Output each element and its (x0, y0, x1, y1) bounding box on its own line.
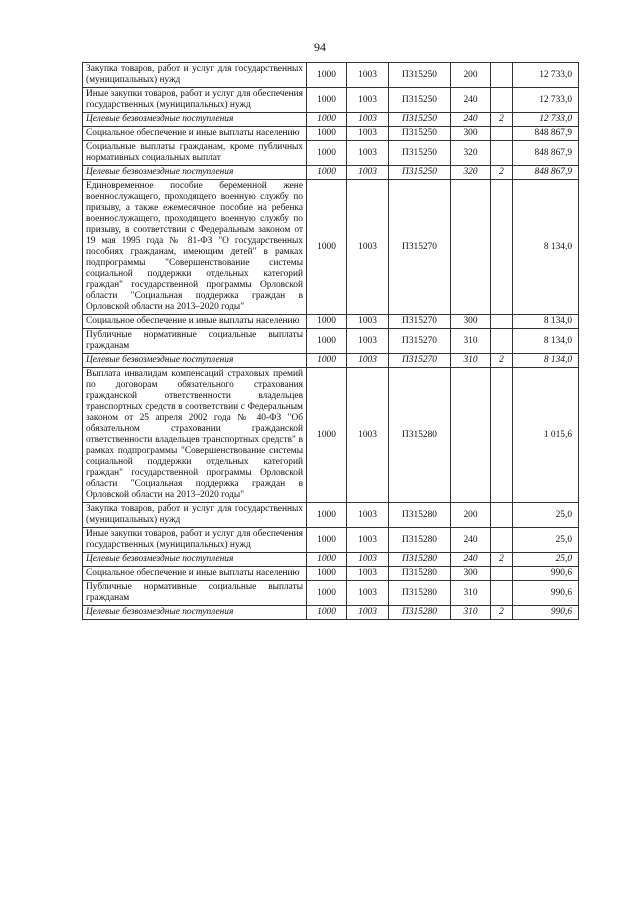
source-code-cell (491, 63, 513, 88)
vr-cell: 240 (451, 88, 491, 113)
pr-cell: 1003 (347, 606, 389, 620)
source-code-cell (491, 581, 513, 606)
rz-cell: 1000 (307, 113, 347, 127)
pr-cell: 1003 (347, 553, 389, 567)
csr-cell: П315280 (389, 528, 451, 553)
table-row (83, 329, 579, 354)
csr-cell: П315280 (389, 503, 451, 528)
pr-cell: 1003 (347, 567, 389, 581)
vr-cell: 310 (451, 354, 491, 368)
row-name-cell: Закупка товаров, работ и услуг для государственных (муниципальных) нужд (83, 503, 307, 528)
pr-cell: 1003 (347, 528, 389, 553)
source-code-cell (491, 368, 513, 503)
pr-cell: 1003 (347, 127, 389, 141)
source-code-cell (491, 127, 513, 141)
sum-cell: 848 867,9 (513, 141, 579, 166)
row-name-cell: Целевые безвозмездные поступления (83, 553, 307, 567)
row-name-cell: Иные закупки товаров, работ и услуг для обеспечения государственных (муниципальных) нужд (83, 528, 307, 553)
rz-cell: 1000 (307, 528, 347, 553)
source-code-cell (491, 88, 513, 113)
vr-cell: 200 (451, 63, 491, 88)
rz-cell: 1000 (307, 63, 347, 88)
row-name-cell: Закупка товаров, работ и услуг для государственных (муниципальных) нужд (83, 63, 307, 88)
rz-cell: 1000 (307, 553, 347, 567)
pr-cell: 1003 (347, 368, 389, 503)
table-row (83, 141, 579, 166)
vr-cell (451, 368, 491, 503)
sum-cell: 848 867,9 (513, 166, 579, 180)
sum-cell: 848 867,9 (513, 127, 579, 141)
sum-cell: 12 733,0 (513, 113, 579, 127)
row-name-cell: Публичные нормативные социальные выплаты гражданам (83, 581, 307, 606)
rz-cell: 1000 (307, 581, 347, 606)
source-code-cell: 2 (491, 113, 513, 127)
rz-cell: 1000 (307, 368, 347, 503)
table-row (83, 88, 579, 113)
sum-cell: 8 134,0 (513, 315, 579, 329)
csr-cell: П315270 (389, 180, 451, 315)
table-row (83, 528, 579, 553)
vr-cell: 300 (451, 127, 491, 141)
csr-cell: П315250 (389, 141, 451, 166)
vr-cell: 240 (451, 528, 491, 553)
table-row (83, 567, 579, 581)
source-code-cell (491, 567, 513, 581)
pr-cell: 1003 (347, 329, 389, 354)
pr-cell: 1003 (347, 166, 389, 180)
pr-cell: 1003 (347, 581, 389, 606)
rz-cell: 1000 (307, 354, 347, 368)
sum-cell: 8 134,0 (513, 354, 579, 368)
csr-cell: П315250 (389, 127, 451, 141)
table-row (83, 503, 579, 528)
source-code-cell (491, 503, 513, 528)
table-row (83, 63, 579, 88)
row-name-cell: Целевые безвозмездные поступления (83, 166, 307, 180)
vr-cell: 320 (451, 166, 491, 180)
rz-cell: 1000 (307, 503, 347, 528)
row-name-cell: Социальные выплаты гражданам, кроме публичных нормативных социальных выплат (83, 141, 307, 166)
vr-cell: 300 (451, 567, 491, 581)
sum-cell: 1 015,6 (513, 368, 579, 503)
csr-cell: П315250 (389, 166, 451, 180)
table-row (83, 166, 579, 180)
table-row (83, 581, 579, 606)
row-name-cell: Выплата инвалидам компенсаций страховых премий по договорам обязательного страхования гражданской ответственности владельцев транспортных средств в соответствии с Федеральным законом от 25 апреля 2002 года № 40-ФЗ "Об обязательном страховании гражданской ответственности владельцев транспортных средств" в рамках подпрограммы "Совершенствование системы социальной поддержки отдельных категорий граждан" государственной программы Орловской области "Социальная поддержка граждан в Орловской области на 2013–2020 годы" (83, 368, 307, 503)
table-row (83, 127, 579, 141)
table-row (83, 368, 579, 503)
source-code-cell: 2 (491, 354, 513, 368)
rz-cell: 1000 (307, 141, 347, 166)
source-code-cell: 2 (491, 606, 513, 620)
vr-cell: 240 (451, 553, 491, 567)
csr-cell: П315280 (389, 567, 451, 581)
source-code-cell (491, 315, 513, 329)
pr-cell: 1003 (347, 354, 389, 368)
csr-cell: П315280 (389, 606, 451, 620)
source-code-cell: 2 (491, 166, 513, 180)
row-name-cell: Социальное обеспечение и иные выплаты населению (83, 567, 307, 581)
pr-cell: 1003 (347, 315, 389, 329)
table-row (83, 553, 579, 567)
row-name-cell: Публичные нормативные социальные выплаты гражданам (83, 329, 307, 354)
csr-cell: П315270 (389, 329, 451, 354)
sum-cell: 12 733,0 (513, 88, 579, 113)
source-code-cell (491, 141, 513, 166)
row-name-cell: Целевые безвозмездные поступления (83, 354, 307, 368)
sum-cell: 12 733,0 (513, 63, 579, 88)
vr-cell: 300 (451, 315, 491, 329)
sum-cell: 25,0 (513, 528, 579, 553)
csr-cell: П315270 (389, 315, 451, 329)
row-name-cell: Единовременное пособие беременной жене военнослужащего, проходящего военную службу по призыву, а также ежемесячное пособие на ребенка военнослужащего, проходящего военную службу по призыву, в соответствии с Федеральным законом от 19 мая 1995 года № 81-ФЗ "О государственных пособиях гражданам, имеющим детей" в рамках подпрограммы "Совершенствование системы социальной поддержки отдельных категорий граждан" государственной программы Орловской области "Социальная поддержка граждан в Орловской области на 2013–2020 годы" (83, 180, 307, 315)
rz-cell: 1000 (307, 166, 347, 180)
rz-cell: 1000 (307, 180, 347, 315)
pr-cell: 1003 (347, 113, 389, 127)
pr-cell: 1003 (347, 180, 389, 315)
rz-cell: 1000 (307, 606, 347, 620)
source-code-cell (491, 528, 513, 553)
source-code-cell (491, 329, 513, 354)
vr-cell: 310 (451, 606, 491, 620)
row-name-cell: Целевые безвозмездные поступления (83, 113, 307, 127)
budget-table (82, 62, 579, 620)
page-number: 94 (314, 40, 326, 54)
rz-cell: 1000 (307, 329, 347, 354)
sum-cell: 25,0 (513, 553, 579, 567)
row-name-cell: Социальное обеспечение и иные выплаты населению (83, 315, 307, 329)
table-row (83, 113, 579, 127)
table-row (83, 606, 579, 620)
pr-cell: 1003 (347, 503, 389, 528)
table-row (83, 180, 579, 315)
pr-cell: 1003 (347, 63, 389, 88)
sum-cell: 8 134,0 (513, 180, 579, 315)
vr-cell: 310 (451, 581, 491, 606)
row-name-cell: Социальное обеспечение и иные выплаты населению (83, 127, 307, 141)
csr-cell: П315250 (389, 88, 451, 113)
csr-cell: П315250 (389, 113, 451, 127)
table-row (83, 315, 579, 329)
csr-cell: П315270 (389, 354, 451, 368)
source-code-cell (491, 180, 513, 315)
rz-cell: 1000 (307, 88, 347, 113)
vr-cell: 200 (451, 503, 491, 528)
csr-cell: П315280 (389, 581, 451, 606)
sum-cell: 25,0 (513, 503, 579, 528)
sum-cell: 990,6 (513, 581, 579, 606)
sum-cell: 990,6 (513, 567, 579, 581)
row-name-cell: Иные закупки товаров, работ и услуг для обеспечения государственных (муниципальных) нужд (83, 88, 307, 113)
pr-cell: 1003 (347, 141, 389, 166)
csr-cell: П315280 (389, 368, 451, 503)
vr-cell: 320 (451, 141, 491, 166)
pr-cell: 1003 (347, 88, 389, 113)
csr-cell: П315250 (389, 63, 451, 88)
vr-cell: 240 (451, 113, 491, 127)
vr-cell (451, 180, 491, 315)
rz-cell: 1000 (307, 127, 347, 141)
vr-cell: 310 (451, 329, 491, 354)
rz-cell: 1000 (307, 567, 347, 581)
sum-cell: 990,6 (513, 606, 579, 620)
row-name-cell: Целевые безвозмездные поступления (83, 606, 307, 620)
csr-cell: П315280 (389, 553, 451, 567)
sum-cell: 8 134,0 (513, 329, 579, 354)
source-code-cell: 2 (491, 553, 513, 567)
table-row (83, 354, 579, 368)
rz-cell: 1000 (307, 315, 347, 329)
